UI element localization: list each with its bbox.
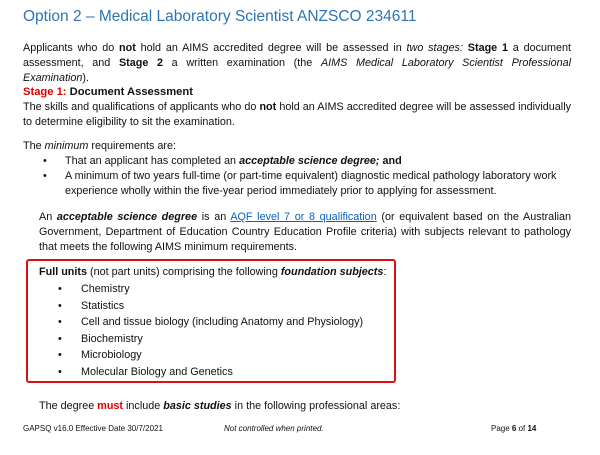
acceptable-degree-paragraph bbox=[23, 210, 571, 255]
must-text: in the following professional areas: bbox=[231, 400, 401, 412]
stage1-text: hold an AIMS accredited degree will be assessed individually to determine eligibility to sit the examination. bbox=[23, 101, 571, 128]
intro-text: hold an AIMS accredited degree will be assessed in bbox=[135, 42, 407, 54]
basic-studies-emphasis: basic studies bbox=[163, 400, 232, 412]
foundation-emphasis: foundation subjects bbox=[280, 266, 384, 278]
acceptable-text: An bbox=[39, 211, 57, 223]
stage1-heading bbox=[23, 86, 193, 98]
intro-text: Applicants who do bbox=[23, 42, 120, 54]
stage1-title: Document Assessment bbox=[66, 86, 193, 98]
list-item bbox=[23, 169, 571, 199]
intro-paragraph bbox=[23, 41, 571, 86]
list-item bbox=[23, 154, 571, 169]
foundation-subjects-heading bbox=[39, 265, 386, 280]
requirement-emphasis: acceptable science degree; bbox=[239, 155, 380, 167]
list-item bbox=[39, 298, 363, 315]
bullet-icon: • bbox=[58, 299, 62, 312]
minimum-text: The bbox=[23, 140, 45, 152]
minimum-italic: minimum bbox=[44, 140, 89, 152]
subject-label: Cell and tissue biology (including Anatomy and Physiology) bbox=[81, 316, 364, 328]
bullet-icon: • bbox=[58, 332, 62, 345]
intro-text: ). bbox=[82, 72, 90, 84]
acceptable-text: is an bbox=[197, 211, 231, 223]
must-emphasis: must bbox=[97, 400, 124, 412]
subject-label: Chemistry bbox=[81, 283, 130, 295]
must-text: include bbox=[123, 400, 164, 412]
list-item bbox=[39, 314, 363, 331]
bullet-icon: • bbox=[43, 170, 47, 182]
intro-bold-not: not bbox=[119, 42, 136, 54]
subject-label: Microbiology bbox=[81, 349, 142, 361]
footer-page-number bbox=[491, 424, 536, 433]
bullet-icon: • bbox=[58, 349, 62, 361]
aqf-qualification-link[interactable]: AQF level 7 or 8 qualification bbox=[230, 211, 377, 223]
subject-label: Molecular Biology and Genetics bbox=[81, 365, 233, 378]
page-of: of bbox=[516, 424, 528, 433]
stage1-text: The skills and qualifications of applicants who do bbox=[23, 101, 260, 113]
foundation-text: : bbox=[383, 266, 387, 278]
page-heading: Option 2 – Medical Laboratory Scientist ANZSCO 234611 bbox=[23, 8, 417, 25]
must-text: The degree bbox=[39, 400, 98, 412]
degree-must-include-line bbox=[39, 399, 400, 414]
intro-bold-stage1: Stage 1 bbox=[467, 42, 508, 54]
footer-disclaimer: Not controlled when printed. bbox=[224, 424, 324, 433]
subject-label: Statistics bbox=[81, 299, 125, 312]
intro-text: a written examination (the bbox=[163, 57, 321, 69]
foundation-subjects-list bbox=[39, 281, 363, 380]
intro-exam-name: AIMS Medical Laboratory Scientist Professional Examination bbox=[23, 57, 572, 84]
stage1-bold-not: not bbox=[259, 101, 277, 113]
requirement-text: A minimum of two years full-time (or part-time equivalent) diagnostic medical pathology laboratory work experience wholly within the five-year period immediately prior to applying for assessment. bbox=[65, 170, 557, 197]
requirement-text: That an applicant has completed an bbox=[65, 155, 240, 167]
intro-italic-two-stages: two stages: bbox=[406, 42, 463, 54]
full-units-bold: Full units bbox=[39, 266, 87, 278]
stage1-paragraph bbox=[23, 100, 571, 130]
page-total: 14 bbox=[527, 424, 537, 433]
bullet-icon: • bbox=[58, 365, 62, 378]
minimum-text: requirements are: bbox=[88, 140, 177, 152]
minimum-requirements-list bbox=[23, 154, 571, 199]
intro-text: a document assessment, and bbox=[23, 42, 572, 69]
stage1-label: Stage 1: bbox=[23, 86, 67, 98]
acceptable-emphasis: acceptable science degree bbox=[56, 211, 198, 223]
page-current: 6 bbox=[511, 424, 517, 433]
bullet-icon: • bbox=[58, 316, 62, 328]
requirement-and: and bbox=[382, 155, 402, 167]
footer-version: GAPSQ v16.0 Effective Date 30/7/2021 bbox=[23, 424, 163, 433]
list-item bbox=[39, 281, 363, 298]
subject-label: Biochemistry bbox=[81, 332, 143, 345]
bullet-icon: • bbox=[58, 283, 62, 295]
minimum-requirements-intro bbox=[23, 139, 571, 154]
page-prefix: Page bbox=[491, 424, 512, 433]
intro-bold-stage2: Stage 2 bbox=[118, 57, 164, 69]
foundation-text: (not part units) comprising the following bbox=[86, 266, 281, 278]
list-item bbox=[39, 331, 363, 348]
bullet-icon: • bbox=[43, 155, 47, 167]
list-item bbox=[39, 364, 363, 381]
acceptable-text: (or equivalent based on the Australian Government, Department of Education Country Education Profile criteria) with subjects relevant to pathology that meets the following AIMS minimum requirements. bbox=[39, 211, 571, 253]
list-item bbox=[39, 347, 363, 364]
